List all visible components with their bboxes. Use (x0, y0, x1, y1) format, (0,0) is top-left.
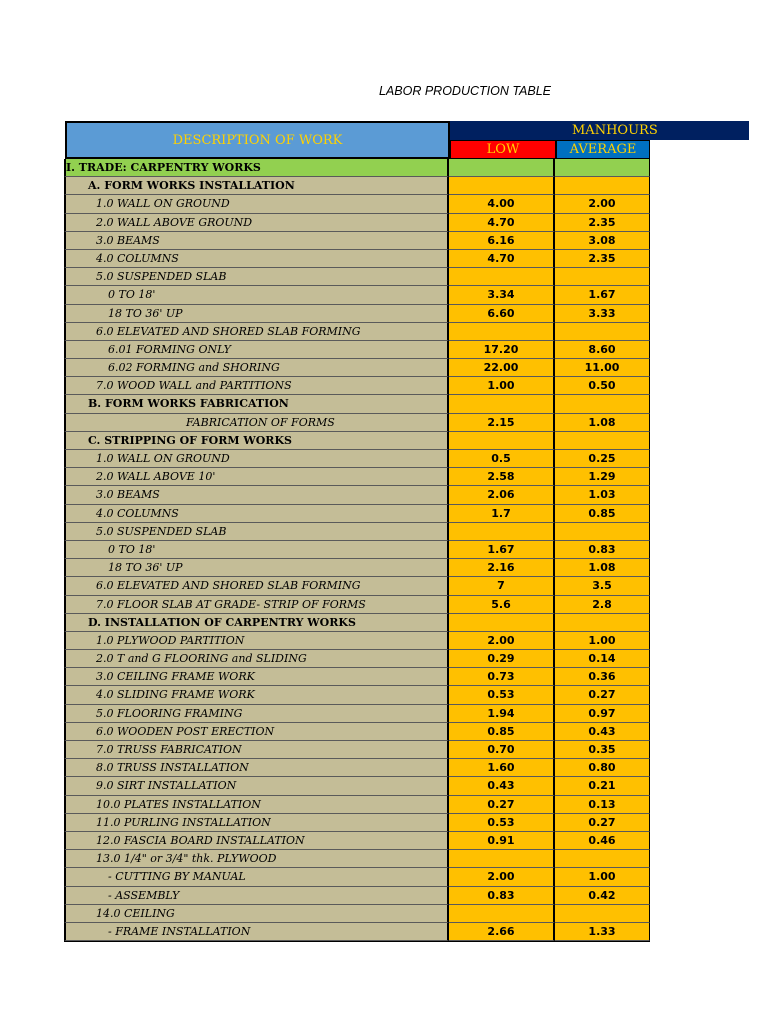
average-manhours: 0.36 (555, 668, 650, 686)
low-manhours: 0.53 (449, 814, 555, 832)
table-row (64, 541, 650, 559)
work-description: 7.0 TRUSS FABRICATION (64, 741, 449, 759)
average-manhours (555, 905, 650, 923)
table-row (64, 505, 650, 523)
table-row (64, 159, 650, 177)
average-manhours: 2.35 (555, 250, 650, 268)
average-manhours: 2.8 (555, 596, 650, 614)
low-manhours: 4.70 (449, 250, 555, 268)
table-row (64, 268, 650, 286)
work-description: - FRAME INSTALLATION (64, 923, 449, 941)
table-row (64, 559, 650, 577)
average-manhours: 1.03 (555, 486, 650, 504)
average-manhours (555, 432, 650, 450)
average-manhours (555, 159, 650, 177)
average-manhours: 1.67 (555, 286, 650, 304)
table-row (64, 577, 650, 595)
work-description: 6.0 WOODEN POST ERECTION (64, 723, 449, 741)
work-description: 4.0 SLIDING FRAME WORK (64, 686, 449, 704)
low-manhours: 0.85 (449, 723, 555, 741)
work-description: 9.0 SIRT INSTALLATION (64, 777, 449, 795)
low-manhours (449, 614, 555, 632)
work-description: D. INSTALLATION OF CARPENTRY WORKS (64, 614, 449, 632)
work-description: 4.0 COLUMNS (64, 505, 449, 523)
table-row (64, 305, 650, 323)
table-row (64, 832, 650, 850)
low-manhours (449, 432, 555, 450)
work-description: I. TRADE: CARPENTRY WORKS (64, 159, 449, 177)
average-manhours: 1.00 (555, 632, 650, 650)
average-manhours: 0.46 (555, 832, 650, 850)
low-manhours: 2.66 (449, 923, 555, 941)
average-manhours: 0.14 (555, 650, 650, 668)
work-description: 7.0 FLOOR SLAB AT GRADE- STRIP OF FORMS (64, 596, 449, 614)
work-description: 3.0 BEAMS (64, 486, 449, 504)
work-description: 5.0 SUSPENDED SLAB (64, 268, 449, 286)
average-manhours (555, 614, 650, 632)
average-manhours: 0.25 (555, 450, 650, 468)
table-row (64, 250, 650, 268)
table-row (64, 432, 650, 450)
work-description: 10.0 PLATES INSTALLATION (64, 796, 449, 814)
average-manhours: 0.35 (555, 741, 650, 759)
work-description: 0 TO 18' (64, 541, 449, 559)
table-row (64, 214, 650, 232)
table-row (64, 723, 650, 741)
average-manhours: 0.80 (555, 759, 650, 777)
work-description: 5.0 FLOORING FRAMING (64, 705, 449, 723)
table-row (64, 323, 650, 341)
table-row (64, 868, 650, 886)
table-row (64, 232, 650, 250)
table-row (64, 395, 650, 413)
table-row (64, 195, 650, 213)
low-manhours: 2.16 (449, 559, 555, 577)
work-description: 18 TO 36' UP (64, 305, 449, 323)
average-manhours: 2.00 (555, 195, 650, 213)
low-manhours: 2.00 (449, 868, 555, 886)
work-description: 13.0 1/4" or 3/4" thk. PLYWOOD (64, 850, 449, 868)
table-row (64, 668, 650, 686)
page-title: LABOR PRODUCTION TABLE (378, 84, 552, 98)
average-manhours: 1.00 (555, 868, 650, 886)
low-manhours: 0.91 (449, 832, 555, 850)
low-manhours: 1.7 (449, 505, 555, 523)
table-row (64, 614, 650, 632)
average-manhours: 11.00 (555, 359, 650, 377)
average-manhours: 0.97 (555, 705, 650, 723)
average-manhours (555, 850, 650, 868)
table-row (64, 887, 650, 905)
low-manhours: 2.06 (449, 486, 555, 504)
low-manhours: 4.70 (449, 214, 555, 232)
work-description: 2.0 T and G FLOORING and SLIDING (64, 650, 449, 668)
work-description: 1.0 PLYWOOD PARTITION (64, 632, 449, 650)
table-row (64, 468, 650, 486)
low-manhours (449, 159, 555, 177)
work-description: 1.0 WALL ON GROUND (64, 450, 449, 468)
work-description: FABRICATION OF FORMS (64, 414, 449, 432)
low-manhours: 1.60 (449, 759, 555, 777)
labor-production-table (64, 159, 650, 942)
table-row (64, 650, 650, 668)
table-row (64, 686, 650, 704)
header-average: AVERAGE (556, 140, 650, 159)
work-description: - CUTTING BY MANUAL (64, 868, 449, 886)
table-row (64, 814, 650, 832)
table-row (64, 596, 650, 614)
low-manhours: 22.00 (449, 359, 555, 377)
low-manhours: 0.53 (449, 686, 555, 704)
low-manhours: 0.27 (449, 796, 555, 814)
table-row (64, 741, 650, 759)
low-manhours: 0.70 (449, 741, 555, 759)
low-manhours (449, 395, 555, 413)
low-manhours: 2.58 (449, 468, 555, 486)
average-manhours: 0.27 (555, 814, 650, 832)
table-row (64, 377, 650, 395)
table-row (64, 523, 650, 541)
low-manhours: 0.43 (449, 777, 555, 795)
low-manhours: 0.29 (449, 650, 555, 668)
average-manhours: 0.43 (555, 723, 650, 741)
average-manhours: 3.08 (555, 232, 650, 250)
work-description: 1.0 WALL ON GROUND (64, 195, 449, 213)
low-manhours: 5.6 (449, 596, 555, 614)
table-row (64, 632, 650, 650)
table-row (64, 177, 650, 195)
average-manhours: 1.29 (555, 468, 650, 486)
average-manhours: 3.33 (555, 305, 650, 323)
work-description: 18 TO 36' UP (64, 559, 449, 577)
low-manhours: 0.73 (449, 668, 555, 686)
work-description: 7.0 WOOD WALL and PARTITIONS (64, 377, 449, 395)
low-manhours: 2.00 (449, 632, 555, 650)
work-description: 6.0 ELEVATED AND SHORED SLAB FORMING (64, 323, 449, 341)
low-manhours: 6.60 (449, 305, 555, 323)
low-manhours (449, 268, 555, 286)
work-description: 4.0 COLUMNS (64, 250, 449, 268)
work-description: A. FORM WORKS INSTALLATION (64, 177, 449, 195)
low-manhours (449, 323, 555, 341)
average-manhours: 1.33 (555, 923, 650, 941)
work-description: B. FORM WORKS FABRICATION (64, 395, 449, 413)
low-manhours: 0.83 (449, 887, 555, 905)
work-description: 2.0 WALL ABOVE GROUND (64, 214, 449, 232)
table-row (64, 850, 650, 868)
table-row (64, 905, 650, 923)
work-description: 12.0 FASCIA BOARD INSTALLATION (64, 832, 449, 850)
table-row (64, 359, 650, 377)
low-manhours: 6.16 (449, 232, 555, 250)
average-manhours: 0.50 (555, 377, 650, 395)
work-description: 14.0 CEILING (64, 905, 449, 923)
average-manhours: 0.27 (555, 686, 650, 704)
low-manhours (449, 850, 555, 868)
low-manhours: 1.67 (449, 541, 555, 559)
low-manhours: 1.00 (449, 377, 555, 395)
average-manhours (555, 177, 650, 195)
low-manhours (449, 523, 555, 541)
work-description: 3.0 CEILING FRAME WORK (64, 668, 449, 686)
low-manhours (449, 905, 555, 923)
average-manhours: 0.85 (555, 505, 650, 523)
header-description: DESCRIPTION OF WORK (65, 121, 450, 159)
table-row (64, 705, 650, 723)
average-manhours: 0.21 (555, 777, 650, 795)
table-row (64, 414, 650, 432)
average-manhours: 8.60 (555, 341, 650, 359)
average-manhours: 0.13 (555, 796, 650, 814)
work-description: 6.01 FORMING ONLY (64, 341, 449, 359)
work-description: 3.0 BEAMS (64, 232, 449, 250)
table-row (64, 286, 650, 304)
work-description: C. STRIPPING OF FORM WORKS (64, 432, 449, 450)
low-manhours: 2.15 (449, 414, 555, 432)
work-description: 6.0 ELEVATED AND SHORED SLAB FORMING (64, 577, 449, 595)
average-manhours (555, 323, 650, 341)
work-description: - ASSEMBLY (64, 887, 449, 905)
average-manhours (555, 268, 650, 286)
table-row (64, 341, 650, 359)
table-row (64, 777, 650, 795)
work-description: 2.0 WALL ABOVE 10' (64, 468, 449, 486)
average-manhours (555, 395, 650, 413)
average-manhours: 1.08 (555, 559, 650, 577)
table-row (64, 796, 650, 814)
header-low: LOW (450, 140, 556, 159)
table-row (64, 486, 650, 504)
low-manhours: 0.5 (449, 450, 555, 468)
table-row (64, 923, 650, 941)
work-description: 6.02 FORMING and SHORING (64, 359, 449, 377)
average-manhours: 3.5 (555, 577, 650, 595)
average-manhours: 2.35 (555, 214, 650, 232)
work-description: 0 TO 18' (64, 286, 449, 304)
average-manhours (555, 523, 650, 541)
table-row (64, 759, 650, 777)
low-manhours: 17.20 (449, 341, 555, 359)
table-row (64, 450, 650, 468)
work-description: 5.0 SUSPENDED SLAB (64, 523, 449, 541)
average-manhours: 1.08 (555, 414, 650, 432)
low-manhours: 4.00 (449, 195, 555, 213)
average-manhours: 0.42 (555, 887, 650, 905)
low-manhours (449, 177, 555, 195)
low-manhours: 1.94 (449, 705, 555, 723)
header-manhours: MANHOURS (450, 121, 749, 140)
work-description: 8.0 TRUSS INSTALLATION (64, 759, 449, 777)
work-description: 11.0 PURLING INSTALLATION (64, 814, 449, 832)
average-manhours: 0.83 (555, 541, 650, 559)
low-manhours: 3.34 (449, 286, 555, 304)
low-manhours: 7 (449, 577, 555, 595)
